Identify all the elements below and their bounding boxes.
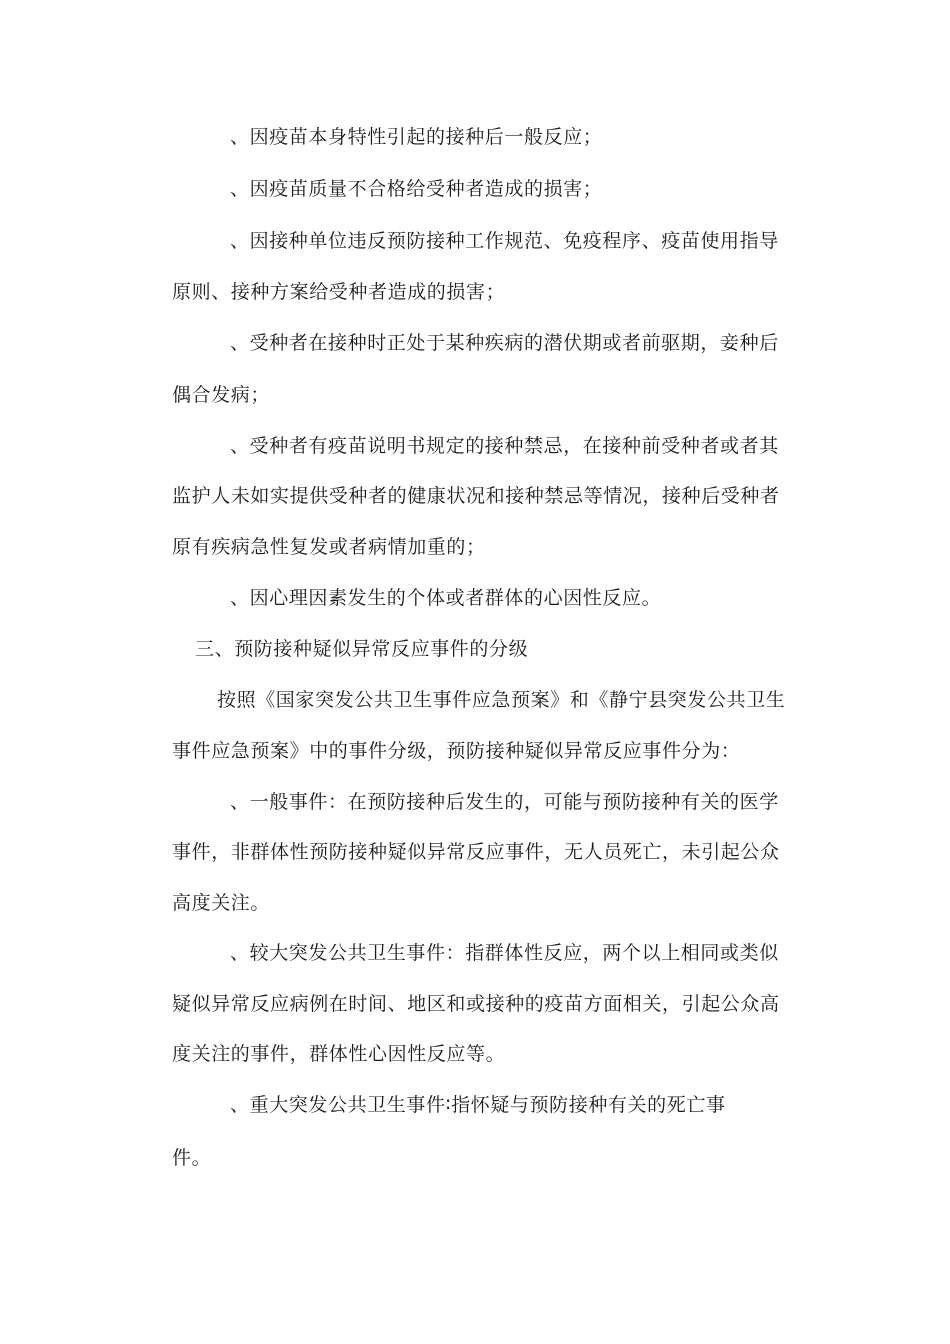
text-line: 、因心理因素发生的个体或者群体的心因性反应。	[230, 587, 662, 609]
text-line: 、较大突发公共卫生事件：指群体性反应，两个以上相同或类似	[230, 942, 779, 964]
text-line: 、受种者有疫苗说明书规定的接种禁忌，在接种前受种者或者其	[230, 435, 779, 457]
text-line: 、因接种单位违反预防接种工作规范、免疫程序、疫苗使用指导	[230, 230, 779, 252]
text-line: 度关注的事件，群体性心因性反应等。	[172, 1043, 506, 1065]
text-line: 事件，非群体性预防接种疑似异常反应事件，无人员死亡，未引起公众	[172, 841, 780, 863]
text-line: 、因疫苗本身特性引起的接种后一般反应；	[230, 126, 603, 148]
text-line: 原则、接种方案给受种者造成的损害；	[172, 281, 506, 303]
text-line: 、重大突发公共卫生事件∶指怀疑与预防接种有关的死亡事	[230, 1094, 726, 1116]
text-line: 高度关注。	[172, 892, 271, 914]
text-line: 事件应急预案》中的事件分级，预防接种疑似异常反应事件分为：	[172, 740, 741, 762]
text-line: 、一般事件：在预防接种后发生的，可能与预防接种有关的医学	[230, 791, 779, 813]
text-line: 原有疾病急性复发或者病情加重的；	[172, 536, 486, 558]
text-line: 监护人未如实提供受种者的健康状况和接种禁忌等情况，接种后受种者	[172, 485, 780, 507]
text-line: 、受种者在接种时正处于某种疾病的潜伏期或者前驱期，妾种后	[230, 332, 779, 354]
text-line: 疑似异常反应病例在时间、地区和或接种的疫苗方面相关，引起公众高	[172, 993, 780, 1015]
text-line: 偶合发病；	[172, 384, 271, 406]
text-line: 、因疫苗质量不合格给受种者造成的损害；	[230, 178, 603, 200]
text-line: 件。	[172, 1147, 212, 1169]
text-line: 按照《国家突发公共卫生事件应急预案》和《静宁县突发公共卫生	[217, 689, 786, 711]
section-heading: 三、预防接种疑似异常反应事件的分级	[195, 638, 529, 660]
